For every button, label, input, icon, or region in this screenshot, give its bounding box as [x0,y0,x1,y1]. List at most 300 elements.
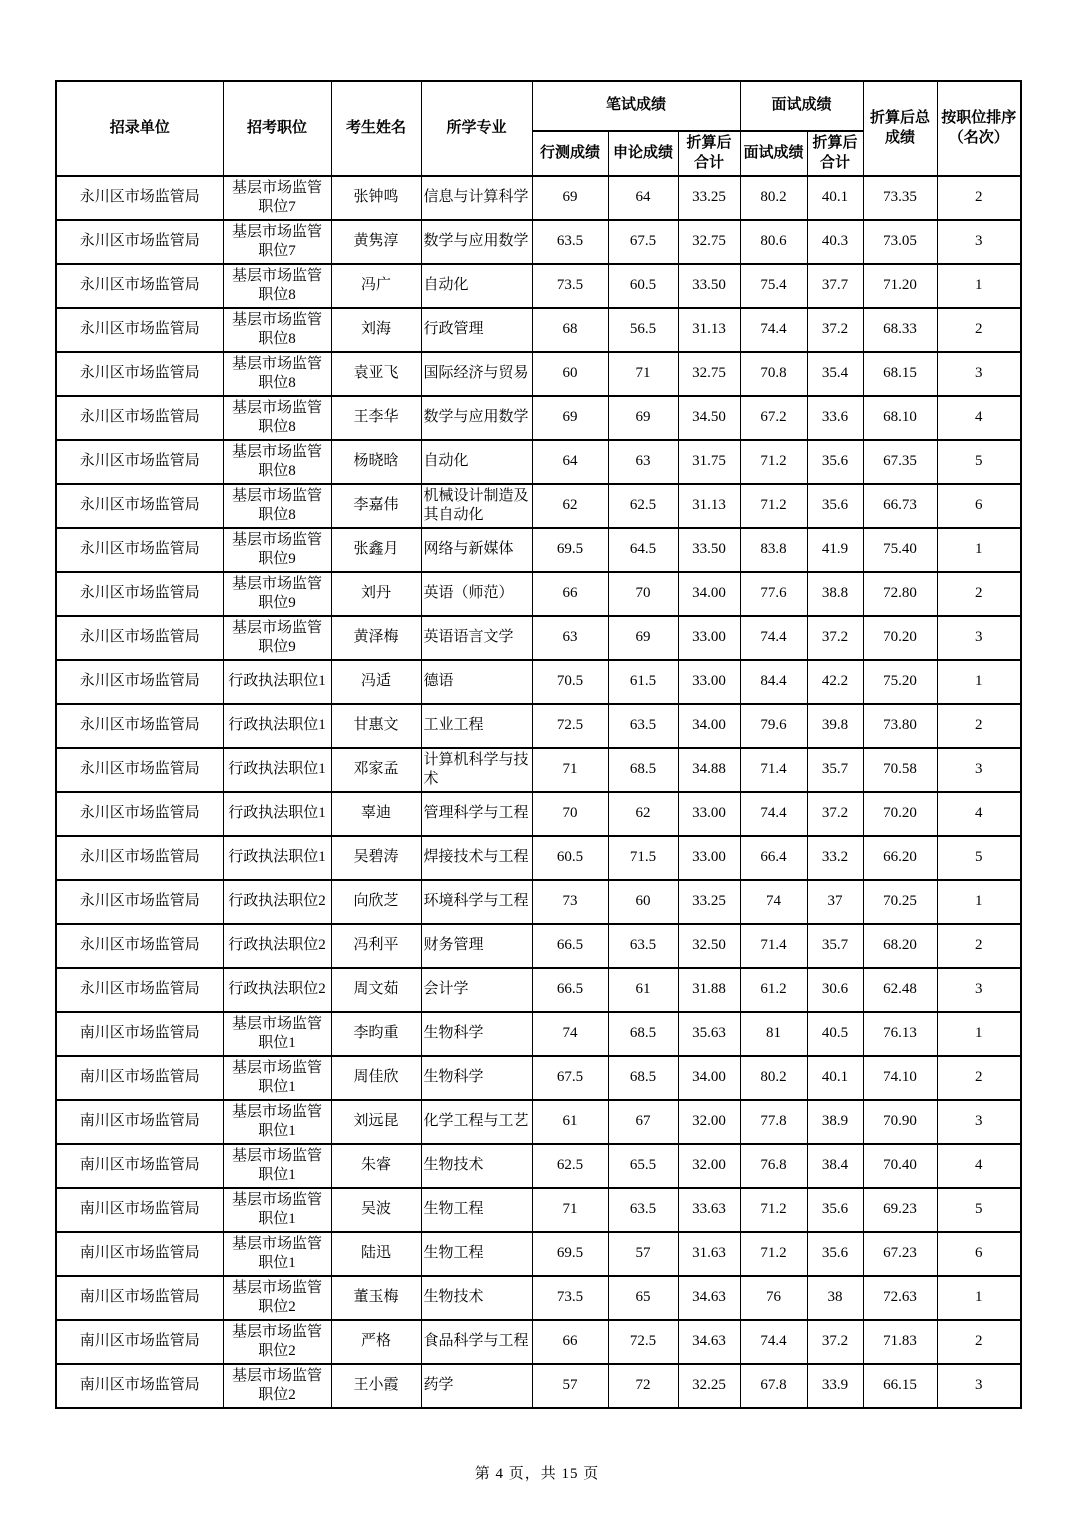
cell-total-score: 74.10 [863,1056,937,1100]
cell-total-score: 71.83 [863,1320,937,1364]
cell-major: 自动化 [421,440,532,484]
cell-xingce-score: 62 [532,484,608,528]
cell-rank: 3 [937,616,1021,660]
cell-unit: 永川区市场监管局 [56,924,223,968]
cell-position: 基层市场监管职位1 [223,1056,331,1100]
cell-position: 行政执法职位2 [223,924,331,968]
cell-total-score: 70.20 [863,616,937,660]
cell-rank: 3 [937,968,1021,1012]
cell-interview-score: 71.2 [740,1188,807,1232]
cell-name: 王李华 [331,396,421,440]
cell-interview-converted: 37.7 [807,264,863,308]
table-row [56,1144,1021,1188]
cell-name: 李昀重 [331,1012,421,1056]
cell-position: 行政执法职位1 [223,792,331,836]
cell-written-converted: 34.63 [678,1320,740,1364]
header-written-converted: 折算后合计 [678,131,740,176]
cell-shenlun-score: 70 [608,572,678,616]
cell-xingce-score: 70 [532,792,608,836]
cell-name: 陆迅 [331,1232,421,1276]
cell-xingce-score: 68 [532,308,608,352]
cell-shenlun-score: 64.5 [608,528,678,572]
cell-xingce-score: 66.5 [532,924,608,968]
page-number: 第 4 页，共 15 页 [474,1466,600,1482]
header-interview-converted: 折算后合计 [807,131,863,176]
table-body [56,176,1021,1408]
header-interview-score: 面试成绩 [740,131,807,176]
cell-shenlun-score: 62 [608,792,678,836]
cell-name: 刘海 [331,308,421,352]
header-rank: 按职位排序（名次） [937,81,1021,176]
table-row [56,616,1021,660]
cell-rank: 5 [937,440,1021,484]
cell-rank: 3 [937,1364,1021,1408]
cell-interview-converted: 35.7 [807,748,863,792]
cell-shenlun-score: 71 [608,352,678,396]
cell-total-score: 70.90 [863,1100,937,1144]
cell-name: 周佳欣 [331,1056,421,1100]
cell-major: 机械设计制造及其自动化 [421,484,532,528]
cell-unit: 永川区市场监管局 [56,572,223,616]
cell-rank: 2 [937,572,1021,616]
cell-shenlun-score: 63.5 [608,924,678,968]
cell-interview-score: 67.2 [740,396,807,440]
cell-interview-score: 71.2 [740,484,807,528]
cell-interview-converted: 35.6 [807,440,863,484]
cell-name: 袁亚飞 [331,352,421,396]
cell-major: 计算机科学与技术 [421,748,532,792]
cell-interview-converted: 37.2 [807,308,863,352]
cell-written-converted: 34.00 [678,572,740,616]
cell-name: 刘远昆 [331,1100,421,1144]
cell-shenlun-score: 65.5 [608,1144,678,1188]
cell-name: 董玉梅 [331,1276,421,1320]
cell-unit: 永川区市场监管局 [56,264,223,308]
cell-unit: 南川区市场监管局 [56,1188,223,1232]
cell-major: 食品科学与工程 [421,1320,532,1364]
cell-name: 张钟鸣 [331,176,421,220]
cell-xingce-score: 69 [532,396,608,440]
cell-rank: 6 [937,1232,1021,1276]
cell-interview-score: 84.4 [740,660,807,704]
table-row [56,880,1021,924]
cell-position: 基层市场监管职位8 [223,440,331,484]
table-row [56,704,1021,748]
cell-total-score: 72.63 [863,1276,937,1320]
cell-unit: 南川区市场监管局 [56,1012,223,1056]
cell-position: 基层市场监管职位2 [223,1276,331,1320]
cell-written-converted: 31.13 [678,308,740,352]
cell-total-score: 75.40 [863,528,937,572]
cell-major: 自动化 [421,264,532,308]
cell-position: 基层市场监管职位8 [223,308,331,352]
cell-rank: 2 [937,1320,1021,1364]
table-row [56,396,1021,440]
cell-position: 基层市场监管职位7 [223,176,331,220]
cell-total-score: 73.80 [863,704,937,748]
cell-position: 基层市场监管职位9 [223,528,331,572]
cell-major: 管理科学与工程 [421,792,532,836]
cell-rank: 1 [937,880,1021,924]
cell-total-score: 66.73 [863,484,937,528]
cell-major: 国际经济与贸易 [421,352,532,396]
cell-name: 周文茹 [331,968,421,1012]
cell-interview-score: 80.2 [740,176,807,220]
table-row [56,748,1021,792]
cell-shenlun-score: 67.5 [608,220,678,264]
cell-unit: 南川区市场监管局 [56,1276,223,1320]
cell-interview-converted: 33.9 [807,1364,863,1408]
cell-total-score: 68.10 [863,396,937,440]
table-row [56,1320,1021,1364]
cell-written-converted: 32.00 [678,1144,740,1188]
cell-total-score: 68.20 [863,924,937,968]
cell-name: 黄隽淳 [331,220,421,264]
cell-interview-converted: 41.9 [807,528,863,572]
cell-rank: 3 [937,352,1021,396]
cell-major: 生物技术 [421,1144,532,1188]
cell-written-converted: 32.25 [678,1364,740,1408]
cell-interview-score: 67.8 [740,1364,807,1408]
cell-interview-converted: 37 [807,880,863,924]
cell-unit: 南川区市场监管局 [56,1100,223,1144]
header-written-group: 笔试成绩 [532,81,740,131]
cell-xingce-score: 63.5 [532,220,608,264]
header-total: 折算后总成绩 [863,81,937,176]
cell-shenlun-score: 60 [608,880,678,924]
cell-rank: 4 [937,396,1021,440]
cell-xingce-score: 64 [532,440,608,484]
cell-written-converted: 34.00 [678,1056,740,1100]
cell-xingce-score: 66 [532,1320,608,1364]
cell-unit: 永川区市场监管局 [56,748,223,792]
cell-position: 基层市场监管职位8 [223,264,331,308]
cell-name: 冯广 [331,264,421,308]
header-shenlun-score: 申论成绩 [608,131,678,176]
cell-interview-score: 66.4 [740,836,807,880]
cell-name: 吴碧涛 [331,836,421,880]
table-row [56,176,1021,220]
cell-xingce-score: 60.5 [532,836,608,880]
cell-total-score: 70.20 [863,792,937,836]
cell-xingce-score: 72.5 [532,704,608,748]
cell-xingce-score: 67.5 [532,1056,608,1100]
cell-written-converted: 31.75 [678,440,740,484]
table-row [56,264,1021,308]
cell-unit: 永川区市场监管局 [56,880,223,924]
cell-position: 行政执法职位1 [223,748,331,792]
cell-major: 网络与新媒体 [421,528,532,572]
cell-major: 工业工程 [421,704,532,748]
cell-major: 数学与应用数学 [421,220,532,264]
cell-position: 基层市场监管职位1 [223,1188,331,1232]
cell-unit: 永川区市场监管局 [56,660,223,704]
cell-xingce-score: 60 [532,352,608,396]
cell-xingce-score: 74 [532,1012,608,1056]
cell-name: 邓家孟 [331,748,421,792]
cell-interview-score: 74.4 [740,1320,807,1364]
cell-total-score: 66.15 [863,1364,937,1408]
cell-written-converted: 32.00 [678,1100,740,1144]
cell-major: 行政管理 [421,308,532,352]
cell-position: 行政执法职位2 [223,880,331,924]
cell-unit: 永川区市场监管局 [56,792,223,836]
cell-total-score: 73.35 [863,176,937,220]
cell-position: 基层市场监管职位1 [223,1144,331,1188]
table-row [56,924,1021,968]
cell-position: 基层市场监管职位9 [223,572,331,616]
cell-major: 生物科学 [421,1012,532,1056]
cell-xingce-score: 73.5 [532,1276,608,1320]
cell-total-score: 67.35 [863,440,937,484]
table-row [56,1100,1021,1144]
cell-position: 基层市场监管职位8 [223,396,331,440]
cell-interview-converted: 35.6 [807,1232,863,1276]
cell-interview-score: 79.6 [740,704,807,748]
cell-xingce-score: 71 [532,1188,608,1232]
cell-xingce-score: 63 [532,616,608,660]
cell-position: 行政执法职位1 [223,704,331,748]
cell-interview-score: 75.4 [740,264,807,308]
header-unit: 招录单位 [56,81,223,176]
table-row [56,1012,1021,1056]
cell-interview-converted: 38.9 [807,1100,863,1144]
cell-major: 生物工程 [421,1188,532,1232]
cell-written-converted: 34.88 [678,748,740,792]
cell-position: 基层市场监管职位1 [223,1232,331,1276]
cell-total-score: 75.20 [863,660,937,704]
cell-unit: 永川区市场监管局 [56,440,223,484]
cell-interview-score: 76.8 [740,1144,807,1188]
cell-interview-score: 71.2 [740,1232,807,1276]
cell-position: 行政执法职位2 [223,968,331,1012]
table-row [56,1276,1021,1320]
cell-xingce-score: 69.5 [532,1232,608,1276]
cell-major: 财务管理 [421,924,532,968]
cell-unit: 永川区市场监管局 [56,968,223,1012]
cell-rank: 5 [937,1188,1021,1232]
cell-written-converted: 31.13 [678,484,740,528]
cell-shenlun-score: 69 [608,396,678,440]
cell-total-score: 67.23 [863,1232,937,1276]
cell-shenlun-score: 68.5 [608,1056,678,1100]
cell-major: 生物技术 [421,1276,532,1320]
cell-position: 基层市场监管职位2 [223,1320,331,1364]
cell-major: 环境科学与工程 [421,880,532,924]
cell-name: 冯适 [331,660,421,704]
cell-name: 李嘉伟 [331,484,421,528]
cell-name: 张鑫月 [331,528,421,572]
cell-written-converted: 33.50 [678,528,740,572]
cell-interview-score: 80.6 [740,220,807,264]
cell-written-converted: 32.50 [678,924,740,968]
cell-name: 王小霞 [331,1364,421,1408]
cell-interview-converted: 38.8 [807,572,863,616]
cell-total-score: 68.15 [863,352,937,396]
cell-rank: 3 [937,1100,1021,1144]
cell-major: 信息与计算科学 [421,176,532,220]
table-row [56,1364,1021,1408]
table-row [56,308,1021,352]
table-row [56,836,1021,880]
cell-shenlun-score: 68.5 [608,1012,678,1056]
cell-written-converted: 34.63 [678,1276,740,1320]
cell-unit: 永川区市场监管局 [56,836,223,880]
cell-written-converted: 33.00 [678,616,740,660]
cell-interview-score: 74 [740,880,807,924]
cell-written-converted: 33.00 [678,792,740,836]
cell-interview-score: 61.2 [740,968,807,1012]
cell-written-converted: 33.25 [678,880,740,924]
cell-rank: 2 [937,1056,1021,1100]
cell-xingce-score: 66 [532,572,608,616]
cell-major: 英语语言文学 [421,616,532,660]
cell-unit: 永川区市场监管局 [56,704,223,748]
cell-interview-score: 77.8 [740,1100,807,1144]
table-row [56,792,1021,836]
cell-shenlun-score: 72.5 [608,1320,678,1364]
cell-name: 严格 [331,1320,421,1364]
cell-interview-score: 71.2 [740,440,807,484]
cell-unit: 南川区市场监管局 [56,1056,223,1100]
cell-xingce-score: 66.5 [532,968,608,1012]
cell-major: 会计学 [421,968,532,1012]
cell-xingce-score: 69 [532,176,608,220]
cell-rank: 1 [937,528,1021,572]
cell-interview-converted: 37.2 [807,616,863,660]
cell-unit: 南川区市场监管局 [56,1320,223,1364]
cell-interview-converted: 35.6 [807,484,863,528]
cell-unit: 永川区市场监管局 [56,308,223,352]
table-row [56,1232,1021,1276]
cell-shenlun-score: 63 [608,440,678,484]
cell-major: 德语 [421,660,532,704]
cell-rank: 5 [937,836,1021,880]
cell-position: 基层市场监管职位1 [223,1100,331,1144]
cell-unit: 南川区市场监管局 [56,1232,223,1276]
cell-major: 英语（师范） [421,572,532,616]
table-row [56,660,1021,704]
cell-major: 药学 [421,1364,532,1408]
cell-interview-converted: 40.3 [807,220,863,264]
cell-interview-score: 80.2 [740,1056,807,1100]
cell-interview-converted: 35.4 [807,352,863,396]
header-xingce-score: 行测成绩 [532,131,608,176]
cell-written-converted: 35.63 [678,1012,740,1056]
cell-unit: 南川区市场监管局 [56,1364,223,1408]
score-table [55,80,1022,1409]
cell-shenlun-score: 71.5 [608,836,678,880]
table-row [56,968,1021,1012]
cell-shenlun-score: 68.5 [608,748,678,792]
cell-total-score: 62.48 [863,968,937,1012]
cell-rank: 4 [937,1144,1021,1188]
cell-total-score: 68.33 [863,308,937,352]
cell-unit: 永川区市场监管局 [56,220,223,264]
cell-rank: 2 [937,308,1021,352]
cell-position: 基层市场监管职位1 [223,1012,331,1056]
cell-total-score: 71.20 [863,264,937,308]
cell-xingce-score: 61 [532,1100,608,1144]
cell-total-score: 70.40 [863,1144,937,1188]
cell-interview-converted: 42.2 [807,660,863,704]
cell-xingce-score: 73 [532,880,608,924]
cell-written-converted: 33.63 [678,1188,740,1232]
cell-unit: 永川区市场监管局 [56,396,223,440]
cell-shenlun-score: 64 [608,176,678,220]
cell-interview-converted: 37.2 [807,792,863,836]
cell-total-score: 76.13 [863,1012,937,1056]
cell-interview-score: 83.8 [740,528,807,572]
cell-shenlun-score: 63.5 [608,1188,678,1232]
cell-interview-score: 71.4 [740,748,807,792]
header-name: 考生姓名 [331,81,421,176]
cell-shenlun-score: 57 [608,1232,678,1276]
cell-major: 化学工程与工艺 [421,1100,532,1144]
cell-interview-converted: 35.7 [807,924,863,968]
table-row [56,1188,1021,1232]
cell-unit: 永川区市场监管局 [56,484,223,528]
cell-major: 数学与应用数学 [421,396,532,440]
cell-major: 生物科学 [421,1056,532,1100]
cell-rank: 3 [937,748,1021,792]
cell-interview-score: 76 [740,1276,807,1320]
cell-unit: 永川区市场监管局 [56,528,223,572]
cell-written-converted: 33.50 [678,264,740,308]
cell-interview-score: 74.4 [740,308,807,352]
cell-interview-converted: 40.1 [807,1056,863,1100]
cell-unit: 永川区市场监管局 [56,616,223,660]
cell-position: 基层市场监管职位9 [223,616,331,660]
cell-total-score: 70.25 [863,880,937,924]
table-row [56,352,1021,396]
cell-unit: 永川区市场监管局 [56,176,223,220]
cell-shenlun-score: 61 [608,968,678,1012]
cell-total-score: 70.58 [863,748,937,792]
cell-written-converted: 32.75 [678,220,740,264]
cell-rank: 1 [937,660,1021,704]
cell-xingce-score: 71 [532,748,608,792]
cell-rank: 3 [937,220,1021,264]
cell-xingce-score: 70.5 [532,660,608,704]
cell-name: 朱睿 [331,1144,421,1188]
cell-shenlun-score: 61.5 [608,660,678,704]
cell-written-converted: 33.25 [678,176,740,220]
cell-name: 杨晓晗 [331,440,421,484]
cell-interview-converted: 40.1 [807,176,863,220]
cell-shenlun-score: 56.5 [608,308,678,352]
cell-written-converted: 31.63 [678,1232,740,1276]
cell-position: 行政执法职位1 [223,836,331,880]
cell-interview-converted: 33.2 [807,836,863,880]
cell-xingce-score: 57 [532,1364,608,1408]
cell-xingce-score: 73.5 [532,264,608,308]
cell-rank: 1 [937,264,1021,308]
cell-interview-score: 70.8 [740,352,807,396]
cell-interview-converted: 30.6 [807,968,863,1012]
table-row [56,528,1021,572]
cell-interview-converted: 38 [807,1276,863,1320]
cell-name: 冯利平 [331,924,421,968]
cell-name: 吴波 [331,1188,421,1232]
cell-interview-converted: 38.4 [807,1144,863,1188]
cell-interview-score: 81 [740,1012,807,1056]
cell-interview-converted: 33.6 [807,396,863,440]
cell-written-converted: 33.00 [678,660,740,704]
header-interview-group: 面试成绩 [740,81,863,131]
cell-shenlun-score: 60.5 [608,264,678,308]
cell-name: 辜迪 [331,792,421,836]
